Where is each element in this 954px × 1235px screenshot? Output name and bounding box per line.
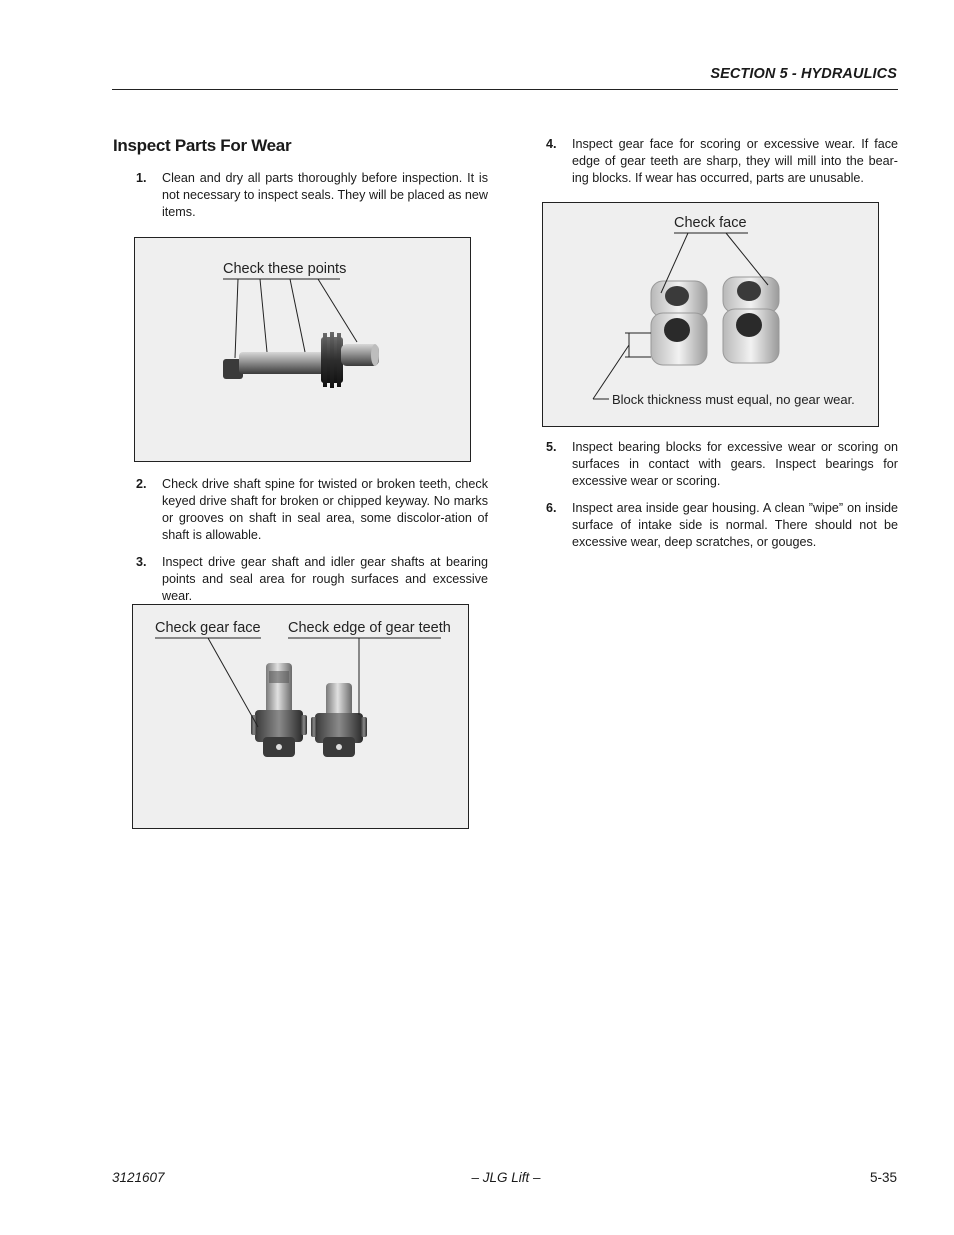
- step-number: 5.: [546, 440, 557, 454]
- step-number: 3.: [136, 555, 147, 569]
- step-5: [546, 439, 898, 490]
- doc-number: 3121607: [112, 1170, 165, 1185]
- step-3: [136, 554, 488, 605]
- gear-teeth-callout-label: Check edge of gear teeth: [288, 620, 451, 636]
- page-heading: Inspect Parts For Wear: [113, 136, 292, 155]
- block-thickness-callout-label: Block thickness must equal, no gear wear.: [612, 392, 855, 407]
- step-text: Inspect gear face for scoring or excessive wear. If face edge of gear teeth are sharp, they will mill into the bear-ing blocks. If wear has occurred, parts are unusable.: [572, 137, 898, 185]
- step-text: Inspect drive gear shaft and idler gear shafts at bearing points and seal area for rough surfaces and excessive wear.: [162, 555, 488, 603]
- bearing-blocks-photo: [542, 202, 879, 427]
- step-4: [546, 136, 898, 187]
- shaft-photo: [134, 237, 471, 462]
- step-text: Check drive shaft spine for twisted or broken teeth, check keyed drive shaft for broken or chipped keyway. No marks or grooves on shaft in seal area, some discolor-ation of shaft is allowable.: [162, 477, 488, 542]
- header-divider: [112, 89, 898, 90]
- step-1: [136, 170, 488, 221]
- gears-photo: [132, 604, 469, 829]
- page-number: 5-35: [869, 1170, 897, 1185]
- step-number: 6.: [546, 501, 557, 515]
- step-text: Clean and dry all parts thoroughly before inspection. It is not necessary to inspect seals. They will be placed as new items.: [162, 171, 488, 219]
- step-number: 1.: [136, 171, 147, 185]
- step-6: [546, 500, 898, 551]
- shaft-callout-label: Check these points: [223, 261, 347, 277]
- step-text: Inspect bearing blocks for excessive wear or scoring on surfaces in contact with gears. Inspect bearings for excessive wear or scoring.: [572, 440, 898, 488]
- section-title: SECTION 5 - HYDRAULICS: [710, 66, 897, 82]
- gear-face-callout-label: Check gear face: [155, 620, 261, 636]
- step-number: 4.: [546, 137, 557, 151]
- step-number: 2.: [136, 477, 147, 491]
- check-face-callout-label: Check face: [674, 215, 747, 231]
- footer-center: – JLG Lift –: [471, 1170, 541, 1185]
- step-text: Inspect area inside gear housing. A clean ”wipe” on inside surface of intake side is normal. There should not be excessive wear, deep scratches, or gouges.: [572, 501, 898, 549]
- step-2: [136, 476, 488, 544]
